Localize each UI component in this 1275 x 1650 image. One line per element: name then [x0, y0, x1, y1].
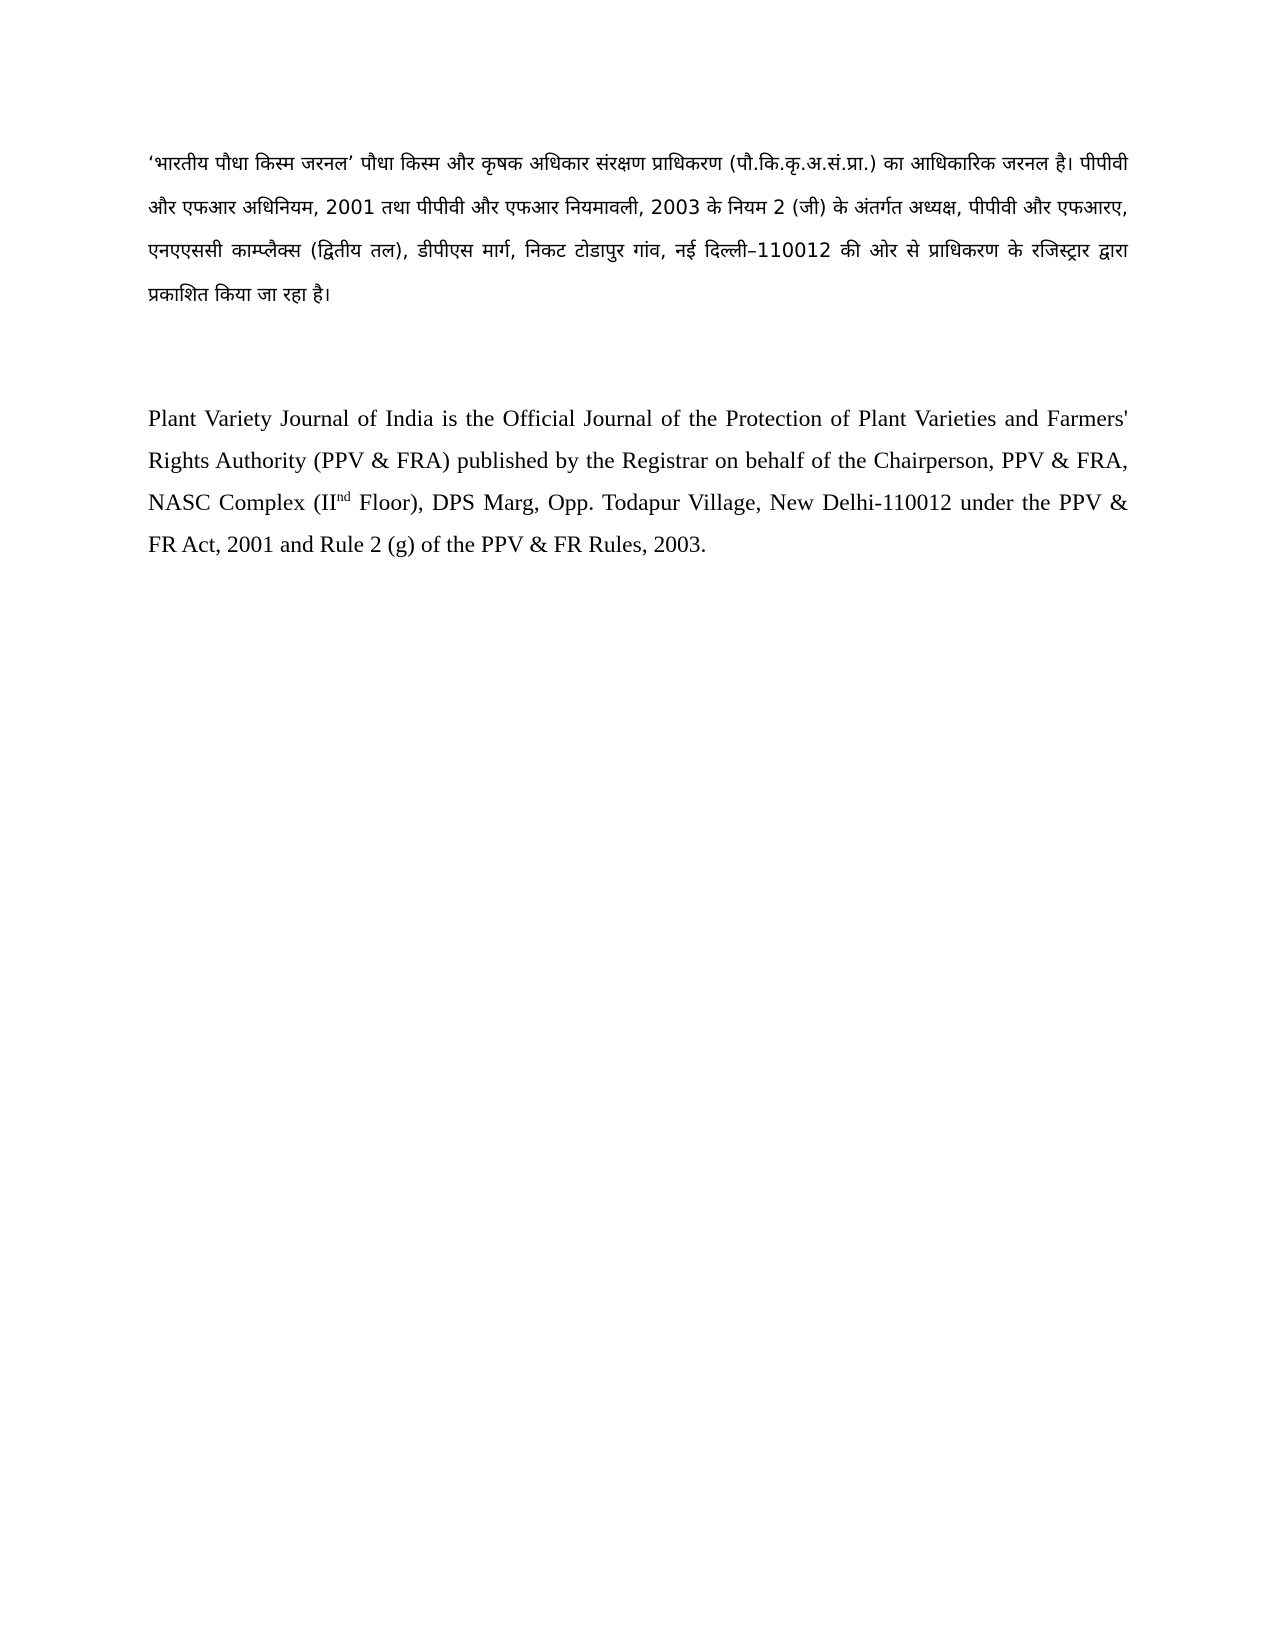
hindi-publication-notice: ‘भारतीय पौधा किस्म जरनल’ पौधा किस्म और कृषक अधिकार संरक्षण प्राधिकरण (पौ.कि.कृ.अ.सं.प्रा.) का आधिकारिक जरनल है। पीपीवी और एफआर अधिनियम, 2001 तथा पीपीवी और एफआर नियमावली, 2003 के नियम 2 (जी) के अंतर्गत अध्यक्ष, पीपीवी और एफआरए, एनएएससी काम्प्लैक्स (द्वितीय तल), डीपीएस मार्ग, निकट टोडापुर गांव, नई दिल्ली–110012 की ओर से प्राधिकरण के रजिस्ट्रार द्वारा प्रकाशित किया जा रहा है।: [148, 152, 1128, 306]
english-publication-notice: [148, 398, 1128, 566]
english-notice-text-part-2: Floor), DPS Marg, Opp. Todapur Village, New Delhi-110012 under the PPV & FR Act, 2001 and Rule 2 (g) of the PPV & FR Rules, 2003.: [148, 490, 1128, 558]
english-notice-text-part-1: Plant Variety Journal of India is the Official Journal of the Protection of Plant Varieties and Farmers' Rights Authority (PPV & FRA) published by the Registrar on behalf of the Chairperson, PPV & FRA, NASC Complex (II: [148, 406, 1128, 516]
floor-ordinal-superscript: nd: [336, 490, 351, 505]
